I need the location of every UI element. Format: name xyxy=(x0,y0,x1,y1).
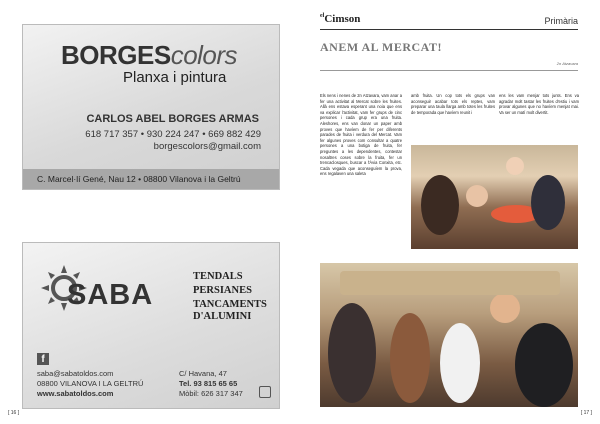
borges-owner: CARLOS ABEL BORGES ARMAS xyxy=(86,113,259,125)
saba-service-4: D'ALUMINI xyxy=(193,311,252,322)
borges-colors-ad xyxy=(22,24,280,190)
saba-city: 08800 VILANOVA I LA GELTRÚ xyxy=(37,379,144,388)
saba-service-3: TANCAMENTS xyxy=(193,299,267,310)
article-author: 2n Atzavara xyxy=(556,61,578,66)
page-number-left: [ 16 ] xyxy=(8,410,20,416)
article-column-1: Els nens i nenes de 2n Atzavara, vam anar a fer una activitat al Mercat sobre les fruites. Allà ens estava esperant una noia que ens va explicar l'activitat, vam fer grups de cinc persones i cada grup era una fruita. Aleshores, ens van donar un paper amb proves que havíem de fer per diferents parades de fruita i verdura del Mercat. Vam fer algunes proves com consultar a quatre persones a una botiga de fruita, fer preguntes a les dependentes, contestar nosaltres coses sobre la fruita, fer un trencaclosques, buscar a l'Àvia Conxita, etc. Cada vegada que aconseguíem la prova, ens regalaven una saleta xyxy=(320,93,402,177)
article-column-3: ens les vam menjar tots junts. Ens va agradar molt tastar les fruites d'estiu i vam provar algunes que no havíem menjat mai. Va ser un matí molt divertit. xyxy=(499,93,579,115)
borges-address: C. Marcel·lí Gené, Nau 12 • 08800 Vilanova i la Geltrú xyxy=(37,174,241,184)
borges-email: borgescolors@gmail.com xyxy=(153,141,261,152)
article-title: ANEM AL MERCAT! xyxy=(320,40,442,54)
logo-prefix: el xyxy=(320,13,325,19)
saba-web: www.sabatoldos.com xyxy=(37,389,114,398)
borges-brand-script: colors xyxy=(170,40,238,70)
logo-text: Cimson xyxy=(324,13,361,25)
page-number-right: [ 17 ] xyxy=(580,410,592,416)
saba-mobile: Mòbil: 626 317 347 xyxy=(179,389,243,398)
borges-phones: 618 717 357 • 930 224 247 • 669 882 429 xyxy=(85,129,261,140)
saba-service-1: TENDALS xyxy=(193,271,243,282)
children-tasting-fruit-photo xyxy=(320,263,578,407)
whatsapp-icon xyxy=(259,386,271,398)
saba-email: saba@sabatoldos.com xyxy=(37,369,114,378)
article-column-2: amb fruita. Un cop tots els grups van aconseguir acabar tots els reptes, vam preparar una taula llarga amb totes les fruites de temporada que havíem reunit i xyxy=(411,93,495,115)
title-divider xyxy=(320,70,578,71)
saba-service-2: PERSIANES xyxy=(193,285,252,296)
saba-tel: Tel. 93 815 65 65 xyxy=(179,379,238,388)
saba-brand: SABA xyxy=(67,279,154,311)
header-divider xyxy=(320,29,578,30)
facebook-icon: f xyxy=(37,353,49,365)
cimson-logo xyxy=(320,13,360,25)
borges-brand-main: BORGES xyxy=(61,40,171,70)
saba-street: C/ Havana, 47 xyxy=(179,369,227,378)
right-page xyxy=(300,0,600,424)
saba-ad xyxy=(22,242,280,409)
children-at-table-photo xyxy=(411,145,578,249)
section-label: Primària xyxy=(544,16,578,26)
borges-brand xyxy=(61,40,237,71)
borges-tagline: Planxa i pintura xyxy=(123,69,227,86)
